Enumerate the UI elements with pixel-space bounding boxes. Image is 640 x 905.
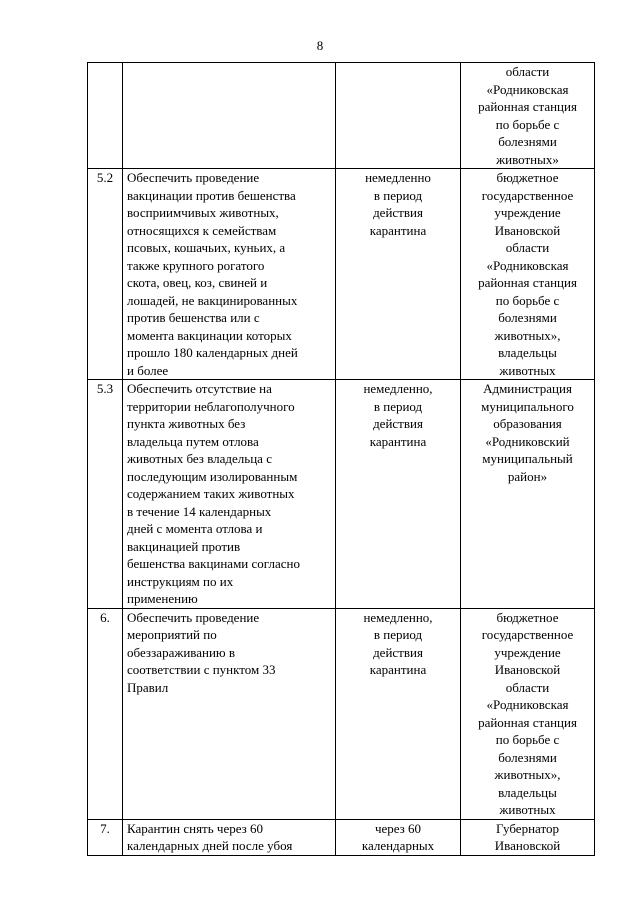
measure-responsible: области «Родниковская районная станция по борьбе с болезнями животных» <box>461 63 595 169</box>
table-row <box>88 169 595 380</box>
measure-text: Обеспечить проведение мероприятий по обеззараживанию в соответствии с пунктом 33 Правил <box>123 608 336 819</box>
measure-term: немедленно в период действия карантина <box>336 169 461 380</box>
table-row <box>88 819 595 855</box>
measure-text: Обеспечить отсутствие на территории неблагополучного пункта животных без владельца путем отлова животных без владельца с последующим изолированным содержанием таких животных в течение 14 календарных дней с момента отлова и вакцинацией против бешенства вакцинами согласно инструкциям по их применению <box>123 380 336 609</box>
row-number: 6. <box>88 608 123 819</box>
row-number: 5.3 <box>88 380 123 609</box>
measure-responsible: бюджетное государственное учреждение Ивановской области «Родниковская районная станция по борьбе с болезнями животных», владельцы животных <box>461 169 595 380</box>
row-number <box>88 63 123 169</box>
table-row <box>88 608 595 819</box>
measure-text: Обеспечить проведение вакцинации против бешенства восприимчивых животных, относящихся к семействам псовых, кошачьих, куньих, а также крупного рогатого скота, овец, коз, свиней и лошадей, не вакцинированных против бешенства или с момента вакцинации которых прошло 180 календарных дней и более <box>123 169 336 380</box>
measure-term: немедленно, в период действия карантина <box>336 608 461 819</box>
measures-table <box>87 62 595 856</box>
measure-text: Карантин снять через 60 календарных дней после убоя <box>123 819 336 855</box>
table-row <box>88 380 595 609</box>
measure-term: немедленно, в период действия карантина <box>336 380 461 609</box>
row-number: 5.2 <box>88 169 123 380</box>
measure-responsible: Губернатор Ивановской <box>461 819 595 855</box>
measure-term: через 60 календарных <box>336 819 461 855</box>
measure-text <box>123 63 336 169</box>
measure-term <box>336 63 461 169</box>
row-number: 7. <box>88 819 123 855</box>
measure-responsible: бюджетное государственное учреждение Ивановской области «Родниковская районная станция по борьбе с болезнями животных», владельцы животных <box>461 608 595 819</box>
table-row <box>88 63 595 169</box>
page-number: 8 <box>316 38 324 53</box>
measure-responsible: Администрация муниципального образования «Родниковский муниципальный район» <box>461 380 595 609</box>
